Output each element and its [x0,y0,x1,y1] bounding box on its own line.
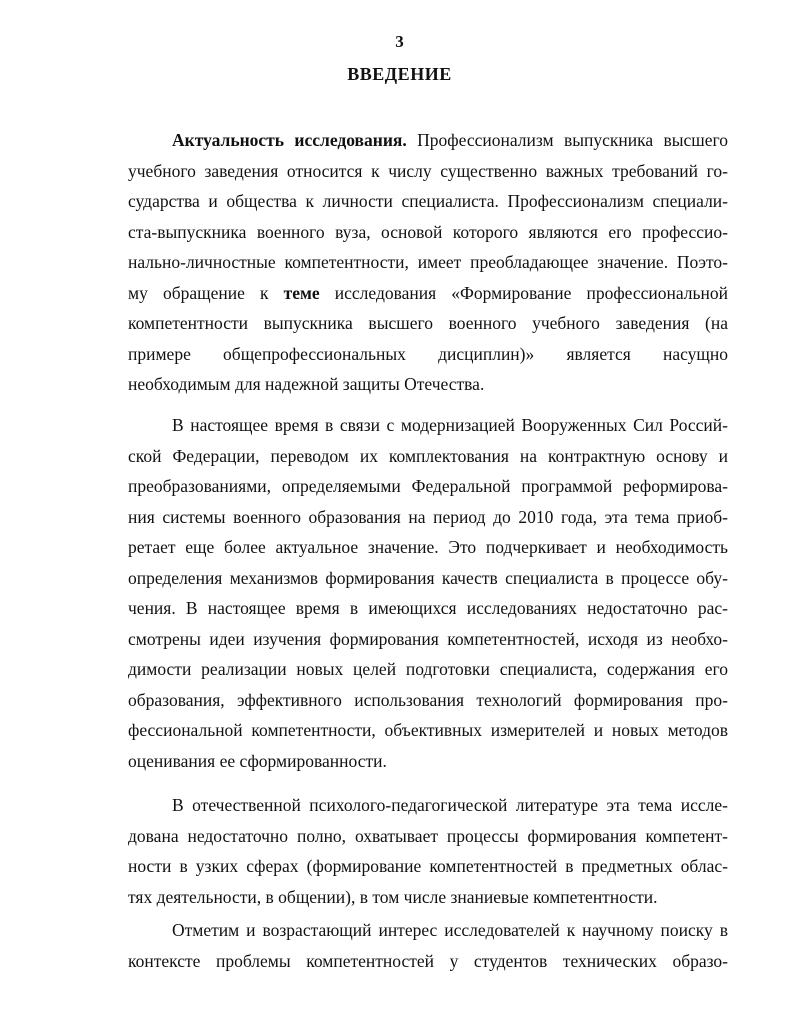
text-line: образования, эффективного использования технологий формирования про- [128,689,728,710]
text-line: определения механизмов формирования качеств специалиста в процессе обу- [128,567,728,588]
text-line: преобразованиями, определяемыми Федеральной программой реформирова- [128,476,728,496]
paragraph-relevance [128,125,728,400]
text-line: фессиональной компетентности, объективных измерителей и новых методов [128,720,728,740]
paragraph-interest [128,915,728,976]
section-heading: ВВЕДЕНИЕ [347,64,452,84]
text-line: тях деятельности, в общении), в том числе знаниевые компетентности. [128,886,658,907]
text-line: димости реализации новых целей подготовки специалиста, содержания его [128,659,728,679]
text-line: ской Федерации, переводом их комплектования на контрактную основу и [128,445,728,466]
text-line [128,278,728,309]
lead-phrase: Актуальность исследования. [172,130,407,150]
text-line: В отечественной психолого-педагогической литературе эта тема иссле- [172,795,728,815]
page-number: 3 [395,32,404,51]
paragraph-literature [128,790,728,912]
text-line: ности в узких сферах (формирование компетентностей в предметных облас- [128,856,728,876]
text-line: В настоящее время в связи с модернизацией Вооруженных Сил Россий- [172,415,728,435]
text-line: учебного заведения относится к числу существенно важных требований го- [128,160,728,181]
text-line: смотрены идеи изучения формирования компетентностей, исходя из необхо- [128,628,728,649]
text-line: сударства и общества к личности специалиста. Профессионализм специали- [128,191,728,211]
theme-keyword: теме [283,282,320,303]
text-line: ста-выпускника военного вуза, основой которого являются его профессио- [128,221,728,242]
text-line: необходимым для надежной защиты Отечества. [128,374,485,394]
text-line: оценивания ее сформированности. [128,750,387,771]
text-line: ния системы военного образования на период до 2010 года, эта тема приоб- [128,506,728,527]
text-line: Отметим и возрастающий интерес исследователей к научному поиску в [172,920,728,940]
text-line: примере общепрофессиональных дисциплин)» является насущно [128,343,728,364]
paragraph-modernization [128,410,728,776]
text-line: чения. В настоящее время в имеющихся исследованиях недостаточно рас- [128,598,728,618]
text-line: ретает еще более актуальное значение. Это подчеркивает и необходимость [128,537,728,557]
text-line: нально-личностные компетентности, имеет преобладающее значение. Поэто- [128,252,728,272]
text-fragment: Профессионализм выпускника высшего [417,130,728,150]
text-line: компетентности выпускника высшего военного учебного заведения (на [128,313,728,333]
text-line [128,125,728,156]
text-fragment: му обращение к [128,282,269,303]
text-line: контексте проблемы компетентностей у студентов технических образо- [128,950,728,971]
text-fragment: исследования «Формирование профессиональной [334,282,728,303]
text-line: дована недостаточно полно, охватывает процессы формирования компетент- [128,825,728,846]
